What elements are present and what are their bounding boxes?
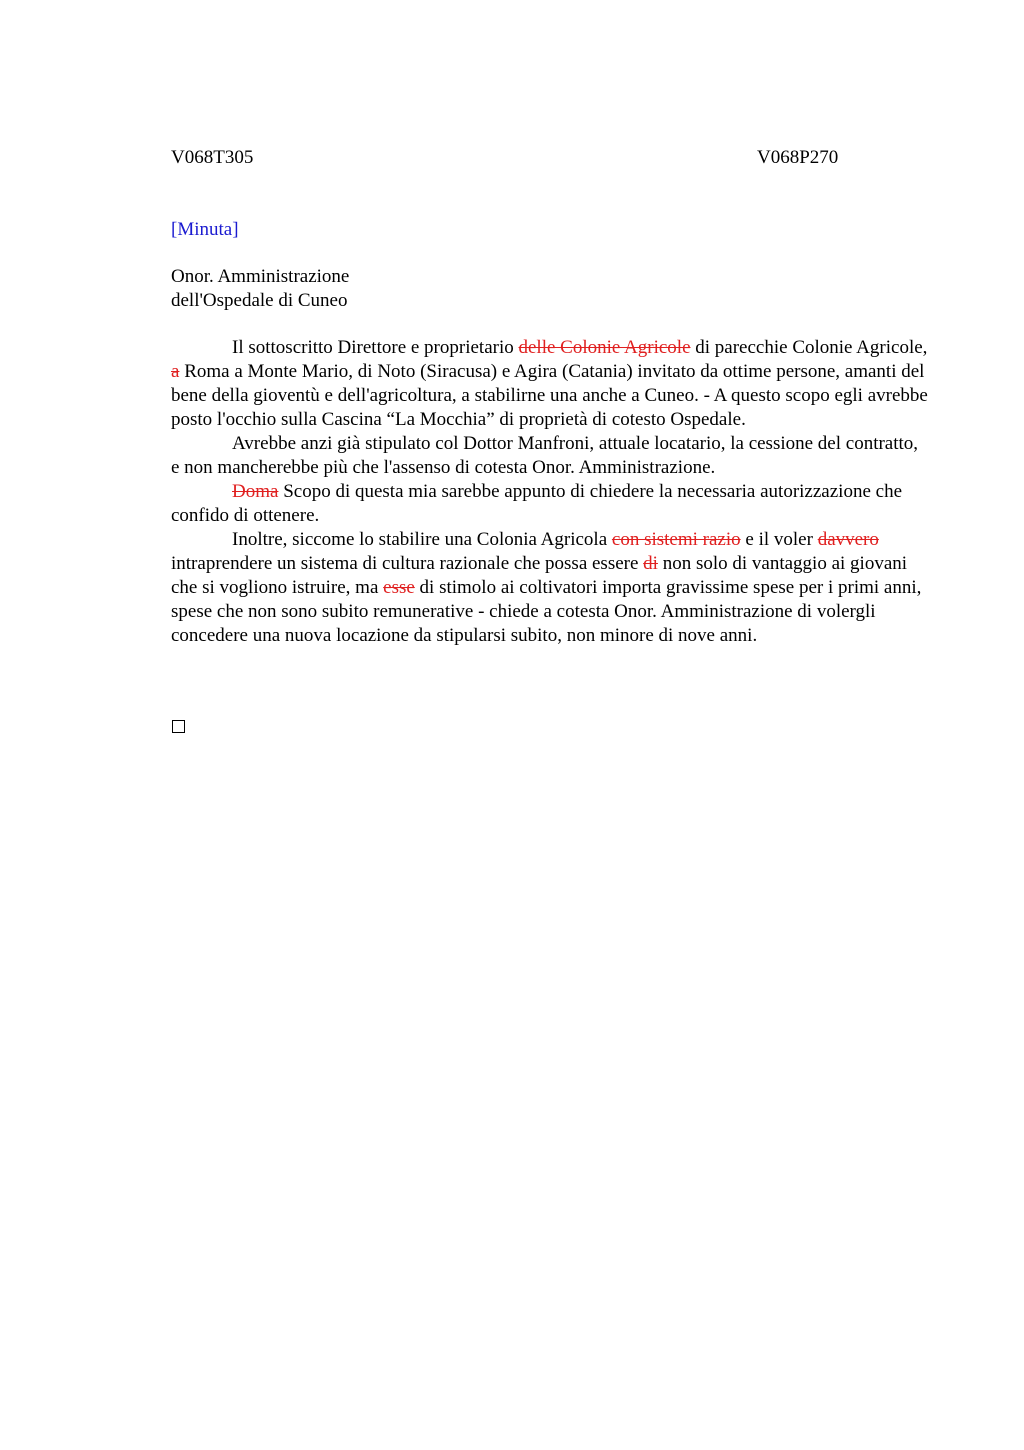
text-run: e il voler xyxy=(740,529,818,550)
text-run: Scopo di questa mia sarebbe appunto di chiedere la necessaria autorizzazione che confido di ottenere. xyxy=(171,481,902,526)
deleted-text: Doma xyxy=(232,481,279,502)
deleted-text: esse xyxy=(383,577,415,598)
paragraph-2 xyxy=(171,432,931,480)
deleted-text: delle Colonie Agricole xyxy=(518,337,691,358)
document-code-left: V068T305 xyxy=(171,147,254,168)
deleted-text: con sistemi razio xyxy=(611,529,741,550)
text-run: Avrebbe anzi già stipulato col Dottor Manfroni, attuale locatario, la cessione del contratto, e non mancherebbe più che l'assenso di cotesta Onor. Amministrazione. xyxy=(171,433,919,478)
empty-square-icon xyxy=(172,720,185,733)
deleted-text: davvero xyxy=(817,529,879,550)
paragraph-4 xyxy=(171,528,931,648)
minuta-label: [Minuta] xyxy=(171,219,239,240)
text-run: di stimolo ai coltivatori importa gravissime spese per i primi anni, spese che non sono subito remunerative - chiede a cotesta Onor. Amministrazione di volergli concedere una nuova locazione da stipularsi subito, non minore di nove anni. xyxy=(171,577,922,646)
document-code-right: V068P270 xyxy=(757,147,839,168)
deleted-text: di xyxy=(643,553,658,574)
address-line-2: dell'Ospedale di Cuneo xyxy=(171,290,348,311)
text-run: Il sottoscritto Direttore e proprietario xyxy=(232,337,519,358)
text-run: di parecchie Colonie Agricole, xyxy=(690,337,928,358)
text-run: non solo di vantaggio ai giovani che si vogliono istruire, ma xyxy=(171,553,908,598)
paragraph-3 xyxy=(171,480,931,528)
deleted-text: a xyxy=(171,361,180,382)
text-run: Roma a Monte Mario, di Noto (Siracusa) e Agira (Catania) invitato da ottime persone, amanti del bene della gioventù e dell'agricoltura, a stabilirne una anche a Cuneo. - A questo scopo egli avrebbe posto l'occhio sulla Cascina “La Mocchia” di proprietà di cotesto Ospedale. xyxy=(171,361,928,430)
text-run: Inoltre, siccome lo stabilire una Colonia Agricola xyxy=(232,529,612,550)
text-run: intraprendere un sistema di cultura razionale che possa essere xyxy=(171,553,644,574)
letter-body xyxy=(171,336,931,648)
address-line-1: Onor. Amministrazione xyxy=(171,266,350,287)
recipient-address xyxy=(171,265,349,313)
paragraph-1 xyxy=(171,336,931,432)
